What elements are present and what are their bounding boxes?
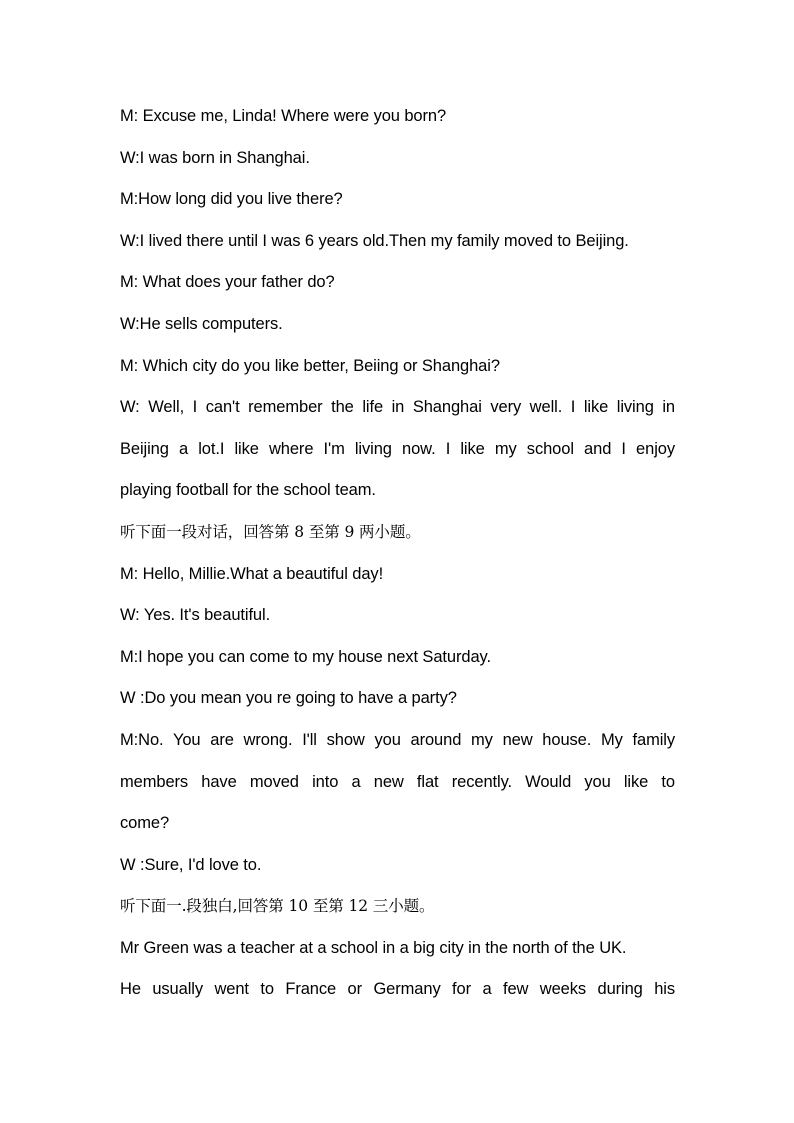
dialogue-line: W :Sure, I'd love to. [120, 855, 262, 874]
monologue-line: He usually went to France or Germany for a few weeks during his [120, 980, 675, 999]
dialogue-line: M: Excuse me, Linda! Where were you born? [120, 107, 447, 125]
dialogue-line: W :Do you mean you re going to have a party? [120, 689, 457, 708]
dialogue-line: come? [120, 814, 170, 833]
dialogue-line: W:I was born in Shanghai. [120, 148, 310, 167]
dialogue-line: M: Hello, Millie.What a beautiful day! [120, 564, 384, 583]
dialogue-line: M:How long did you live there? [120, 190, 343, 209]
dialogue-line: M: What does your father do? [120, 273, 335, 292]
dialogue-line: playing football for the school team. [120, 481, 376, 500]
dialogue-line: members have moved into a new flat recently. Would you like to [120, 772, 675, 791]
dialogue-line: W:He sells computers. [120, 314, 283, 333]
monologue-line: Mr Green was a teacher at a school in a big city in the north of the UK. [120, 938, 627, 957]
dialogue-line: M:No. You are wrong. I'll show you around my new house. My family [120, 730, 675, 749]
dialogue-line: M: Which city do you like better, Beiing or Shanghai? [120, 356, 500, 375]
dialogue-line: W:I lived there until I was 6 years old.Then my family moved to Beijing. [120, 231, 629, 250]
section-instruction: 听下面一.段独白,回答第 10 至第 12 三小题。 [120, 897, 435, 916]
dialogue-line: W: Yes. It's beautiful. [120, 606, 271, 625]
transcript-body [120, 96, 675, 1011]
dialogue-line: Beijing a lot.I like where I'm living now. I like my school and I enjoy [120, 439, 675, 458]
section-instruction: 听下面一段对话，回答第 8 至第 9 两小题。 [120, 522, 421, 541]
dialogue-line: M:I hope you can come to my house next Saturday. [120, 647, 491, 666]
dialogue-line: W: Well, I can't remember the life in Shanghai very well. I like living in [120, 398, 675, 417]
